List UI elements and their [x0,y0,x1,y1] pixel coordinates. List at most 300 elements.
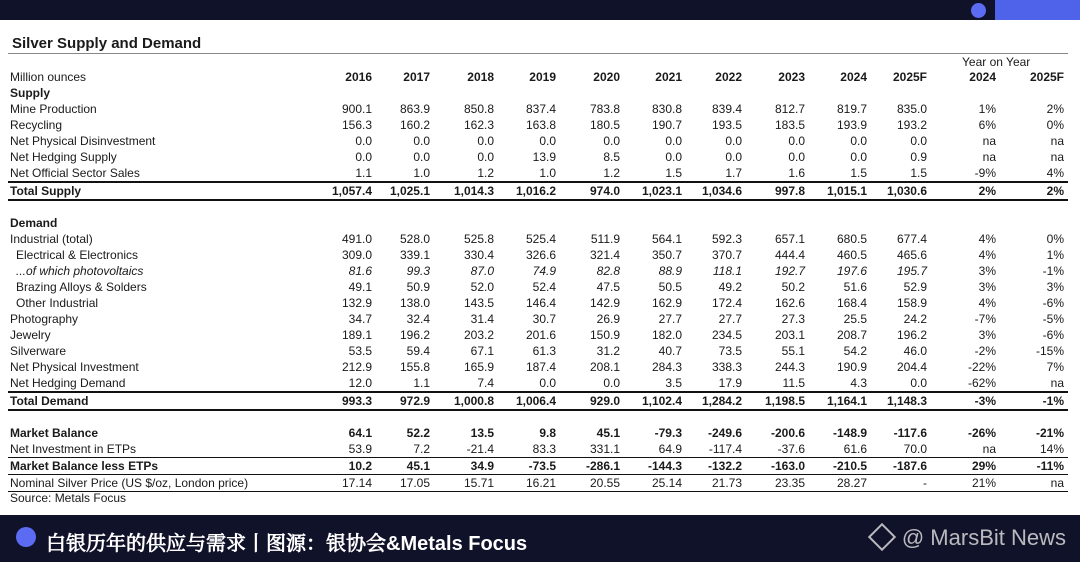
demand-row [8,327,1068,343]
table-cell: 993.3 [341,394,372,408]
table-cell: 839.4 [711,102,742,116]
table-cell: -15% [1035,344,1064,358]
table-cell: 0% [1046,232,1064,246]
table-cell: 31.4 [470,312,494,326]
table-cell: 1,000.8 [453,394,494,408]
table-cell: -11% [1036,459,1064,473]
table-cell: 835.0 [896,102,927,116]
table-cell: 17.05 [399,476,430,490]
table-cell: 23.35 [774,476,805,490]
table-cell: 564.1 [651,232,682,246]
table-cell: 46.0 [903,344,927,358]
section-label: Supply [10,86,51,100]
table-cell: 4.3 [850,376,867,390]
table-cell: 284.3 [651,360,682,374]
table-cell: 2023 [778,70,805,84]
total-supply-row [8,181,1068,201]
row-label: Net Hedging Supply [10,150,117,164]
table-cell: 142.9 [589,296,620,310]
caption-text: 白银历年的供应与需求丨图源：银协会&Metals Focus [46,533,528,555]
table-cell: 1.1 [355,166,372,180]
table-cell: 1,015.1 [826,184,867,198]
table-cell: 99.3 [406,264,430,278]
row-label: Mine Production [10,102,97,116]
table-cell: -1% [1042,264,1064,278]
table-cell: 2025F [1029,70,1064,84]
table-cell: 193.2 [896,118,927,132]
table-cell: -163.0 [770,459,805,473]
table-cell: 1.5 [665,166,682,180]
table-cell: 1.5 [850,166,867,180]
table-cell: 350.7 [651,248,682,262]
table-cell: 2021 [655,70,682,84]
table-cell: 1,148.3 [886,394,927,408]
table-cell: 0.0 [665,134,682,148]
header-row [8,69,1068,85]
demand-row [8,359,1068,375]
table-cell: -210.5 [832,459,867,473]
table-cell: -6% [1042,328,1064,342]
table-cell: 87.0 [470,264,494,278]
table-document [0,20,1080,515]
table-cell: 182.0 [651,328,682,342]
row-label: Total Supply [10,184,82,198]
table-cell: 0.0 [539,376,556,390]
table-cell: -144.3 [647,459,682,473]
table-cell: 0.0 [603,134,620,148]
table-cell: 465.6 [896,248,927,262]
table-cell: na [982,150,996,164]
supply-row [8,149,1068,165]
table-cell: 1.2 [603,166,620,180]
table-cell: 64.1 [348,426,372,440]
table-cell: 45.1 [596,426,620,440]
watermark [872,525,1066,551]
table-cell: 29% [971,459,996,473]
table-cell: 0.0 [477,134,494,148]
table-cell: 1.2 [477,166,494,180]
table-cell: 30.7 [532,312,556,326]
title-divider [8,53,1068,54]
table-cell: -2% [974,344,996,358]
table-cell: -132.2 [707,459,742,473]
table-cell: 1,057.4 [331,184,372,198]
table-title: Silver Supply and Demand [12,35,202,52]
table-cell: 309.0 [341,248,372,262]
row-label: Net Hedging Demand [10,376,126,390]
table-cell: 0.0 [665,150,682,164]
table-cell: 1.7 [725,166,742,180]
row-label: Market Balance less ETPs [10,459,159,473]
table-cell: 2025F [892,70,927,84]
table-cell: 70.0 [903,442,927,456]
table-cell: 3% [1046,280,1064,294]
table-cell: 24.2 [903,312,927,326]
table-cell: 201.6 [525,328,556,342]
table-cell: 0.0 [603,376,620,390]
table-cell: 25.14 [651,476,682,490]
supply-row [8,165,1068,181]
table-cell: 165.9 [463,360,494,374]
table-cell: 27.3 [781,312,805,326]
table-cell: -6% [1042,296,1064,310]
table-cell: 183.5 [774,118,805,132]
table-cell: 1.0 [413,166,430,180]
table-cell: 900.1 [341,102,372,116]
row-label: Net Investment in ETPs [10,442,137,456]
supply-row [8,133,1068,149]
demand-row [8,247,1068,263]
demand-row [8,279,1068,295]
table-cell: 190.9 [836,360,867,374]
demand-row [8,231,1068,247]
table-cell: 13.9 [532,150,556,164]
table-cell: 2% [978,184,996,198]
table-cell: 158.9 [896,296,927,310]
table-cell: 1.5 [910,166,927,180]
table-cell: 0.0 [355,134,372,148]
table-cell: 195.7 [896,264,927,278]
table-cell: 196.2 [896,328,927,342]
table-cell: 34.7 [348,312,372,326]
row-label: Electrical & Electronics [16,248,139,262]
table-cell: 0.0 [788,134,805,148]
table-cell: 32.4 [406,312,430,326]
table-cell: 51.6 [843,280,867,294]
yoy-heading: Year on Year [962,55,1031,69]
table-cell: 331.1 [589,442,620,456]
table-cell: 67.1 [470,344,494,358]
table-cell: 528.0 [399,232,430,246]
table-cell: 0.9 [910,150,927,164]
table-cell: 972.9 [399,394,430,408]
table-cell: 83.3 [532,442,556,456]
table-cell: 2% [1046,102,1064,116]
table-cell: 2016 [345,70,372,84]
table-cell: 160.2 [399,118,430,132]
table-cell: 26.9 [596,312,620,326]
table-cell: 0% [1046,118,1064,132]
top-banner [0,0,1080,20]
table-cell: 150.9 [589,328,620,342]
table-cell: 45.1 [406,459,430,473]
table-cell: 187.4 [525,360,556,374]
demand-row [8,263,1068,279]
table-cell: 1,034.6 [701,184,742,198]
table-cell: 677.4 [896,232,927,246]
table-cell: 34.9 [470,459,494,473]
table-cell: 929.0 [589,394,620,408]
table-cell: 203.2 [463,328,494,342]
table-cell: 52.4 [532,280,556,294]
table-cell: 25.5 [843,312,867,326]
section-demand [8,215,1068,231]
caption-bullet-icon [16,527,36,547]
table-cell: 2022 [715,70,742,84]
table-cell: 3.5 [665,376,682,390]
table-cell: 64.9 [658,442,682,456]
table-cell: 192.7 [774,264,805,278]
row-label: Other Industrial [16,296,99,310]
table-cell: 17.14 [341,476,372,490]
table-cell: 2017 [403,70,430,84]
table-cell: 31.2 [596,344,620,358]
table-cell: 1,016.2 [515,184,556,198]
demand-row [8,375,1068,391]
table-cell: 2019 [529,70,556,84]
row-label: Brazing Alloys & Solders [16,280,147,294]
table-cell: 0.0 [725,150,742,164]
table-cell: 525.4 [525,232,556,246]
table-cell: 444.4 [774,248,805,262]
table-cell: 657.1 [774,232,805,246]
row-label: Photography [10,312,79,326]
table-cell: -117.6 [893,426,927,440]
row-label: Industrial (total) [10,232,93,246]
table-cell: 208.7 [836,328,867,342]
table-cell: 4% [1046,166,1064,180]
table-cell: 88.9 [658,264,682,278]
table-cell: 212.9 [341,360,372,374]
table-cell: 193.9 [836,118,867,132]
section-supply [8,85,1068,101]
table-cell: -5% [1042,312,1064,326]
table-cell: 0.0 [539,134,556,148]
table-cell: 16.21 [525,476,556,490]
demand-row [8,295,1068,311]
table-cell: 143.5 [463,296,494,310]
table-cell: 4% [978,296,996,310]
table-cell: 819.7 [836,102,867,116]
units-label: Million ounces [10,70,87,84]
demand-row [8,311,1068,327]
table-cell: 0.0 [355,150,372,164]
table-cell: 17.9 [718,376,742,390]
table-cell: - [923,476,927,490]
table-cell: -22% [967,360,996,374]
table-cell: 4% [978,232,996,246]
table-cell: 2024 [840,70,867,84]
table-cell: 338.3 [711,360,742,374]
row-label: Nominal Silver Price (US $/oz, London price) [10,476,249,490]
table-cell: 21.73 [711,476,742,490]
row-label: Recycling [10,118,63,132]
table-cell: 244.3 [774,360,805,374]
table-cell: 2% [1046,184,1064,198]
table-cell: 525.8 [463,232,494,246]
table-cell: 47.5 [596,280,620,294]
table-cell: 162.6 [774,296,805,310]
table-cell: 50.5 [658,280,682,294]
table-cell: 132.9 [341,296,372,310]
table-cell: 118.1 [712,264,742,278]
table-cell: -3% [974,394,996,408]
table-cell: na [1050,150,1064,164]
row-label: Jewelry [10,328,51,342]
row-label: Silverware [10,344,67,358]
table-cell: -148.9 [832,426,867,440]
table-cell: 8.5 [603,150,620,164]
table-cell: -21.4 [466,442,494,456]
table-cell: 783.8 [589,102,620,116]
table-cell: 196.2 [399,328,430,342]
table-cell: 54.2 [843,344,867,358]
table-cell: 863.9 [399,102,430,116]
table-cell: 146.4 [525,296,556,310]
table-cell: 50.2 [781,280,805,294]
table-cell: 52.0 [470,280,494,294]
table-cell: 234.5 [711,328,742,342]
table-cell: 162.3 [463,118,494,132]
table-cell: 73.5 [718,344,742,358]
table-cell: 812.7 [774,102,805,116]
table-cell: 55.1 [781,344,805,358]
row-label: Net Physical Investment [10,360,139,374]
table-cell: -62% [967,376,996,390]
table-cell: 1,023.1 [641,184,682,198]
table-cell: -9% [974,166,996,180]
table-cell: 7.2 [413,442,430,456]
table-cell: 850.8 [463,102,494,116]
table-cell: na [1050,134,1064,148]
banner-dot-icon [971,3,986,18]
table-cell: -187.6 [892,459,927,473]
table-cell: 370.7 [711,248,742,262]
supply-row [8,101,1068,117]
table-cell: -26% [967,426,996,440]
table-cell: 4% [978,248,996,262]
table-cell: 0.0 [477,150,494,164]
table-cell: 59.4 [406,344,430,358]
table-cell: 339.1 [399,248,430,262]
table-cell: 0.0 [910,134,927,148]
table-cell: -286.1 [585,459,620,473]
table-cell: 20.55 [589,476,620,490]
table-cell: 27.7 [658,312,682,326]
table-cell: 3% [978,280,996,294]
table-cell: 592.3 [711,232,742,246]
table-cell: 321.4 [589,248,620,262]
table-cell: 3% [978,264,996,278]
row-label: Net Official Sector Sales [10,166,140,180]
row-label: Total Demand [10,394,89,408]
row-label: Market Balance [10,426,99,440]
banner-pill [995,0,1080,20]
table-cell: 162.9 [651,296,682,310]
table-cell: 52.9 [903,280,927,294]
table-cell: 0.0 [413,150,430,164]
table-cell: 180.5 [589,118,620,132]
table-cell: 1,198.5 [764,394,805,408]
table-cell: 0.0 [910,376,927,390]
diamond-logo-icon [868,523,896,551]
table-cell: 27.7 [718,312,742,326]
table-cell: 3% [978,328,996,342]
table-cell: -37.6 [777,442,805,456]
table-cell: 14% [1039,442,1064,456]
table-cell: 511.9 [590,232,620,246]
table-cell: 163.8 [525,118,556,132]
table-cell: -200.6 [770,426,805,440]
table-cell: 81.6 [348,264,372,278]
table-cell: 190.7 [651,118,682,132]
table-cell: 28.27 [836,476,867,490]
supply-row [8,117,1068,133]
table-cell: -1% [1042,394,1064,408]
table-cell: 168.4 [836,296,867,310]
caption-bar [0,515,1080,562]
supply-demand-table [8,69,1068,492]
table-cell: 6% [978,118,996,132]
table-cell: 7% [1046,360,1064,374]
table-cell: 172.4 [711,296,742,310]
table-cell: 1,284.2 [701,394,742,408]
table-cell: 138.0 [399,296,430,310]
table-cell: 15.71 [463,476,494,490]
table-cell: 1.0 [539,166,556,180]
table-cell: 11.5 [782,376,805,390]
table-cell: 491.0 [341,232,372,246]
table-cell: 1,006.4 [515,394,556,408]
total-demand-row [8,391,1068,411]
table-cell: -21% [1035,426,1064,440]
table-cell: 1,014.3 [453,184,494,198]
table-cell: 156.3 [341,118,372,132]
table-cell: 2020 [593,70,620,84]
table-cell: -117.4 [708,442,742,456]
table-cell: 74.9 [532,264,556,278]
table-cell: 1% [978,102,996,116]
silver-price-row [8,475,1068,492]
table-cell: 12.0 [348,376,372,390]
etp-row [8,441,1068,458]
market-balance-row [8,425,1068,441]
table-cell: 0.0 [788,150,805,164]
row-label: Net Physical Disinvestment [10,134,156,148]
table-cell: 49.1 [348,280,372,294]
balance-less-etps-row [8,458,1068,475]
table-cell: 52.2 [406,426,430,440]
row-label: ...of which photovoltaics [16,264,144,278]
table-cell: -73.5 [528,459,556,473]
table-cell: 0.0 [850,150,867,164]
table-cell: 197.6 [836,264,867,278]
table-cell: 330.4 [463,248,494,262]
table-cell: na [1050,476,1064,490]
table-cell: 1,025.1 [389,184,430,198]
table-cell: 837.4 [525,102,556,116]
row-spacer [8,201,1068,215]
table-cell: 82.8 [596,264,620,278]
demand-row [8,343,1068,359]
table-cell: 326.6 [525,248,556,262]
table-cell: 997.8 [774,184,805,198]
table-cell: 0.0 [413,134,430,148]
table-cell: 460.5 [836,248,867,262]
table-cell: 1.1 [413,376,430,390]
table-cell: 830.8 [651,102,682,116]
table-cell: 61.3 [532,344,556,358]
table-cell: 53.9 [348,442,372,456]
table-cell: 50.9 [406,280,430,294]
section-label: Demand [10,216,58,230]
watermark-text: @ MarsBit News [901,525,1066,550]
table-cell: 53.5 [348,344,372,358]
table-cell: na [982,134,996,148]
table-cell: -249.6 [707,426,742,440]
source-note: Source: Metals Focus [10,491,127,505]
table-cell: 49.2 [718,280,742,294]
